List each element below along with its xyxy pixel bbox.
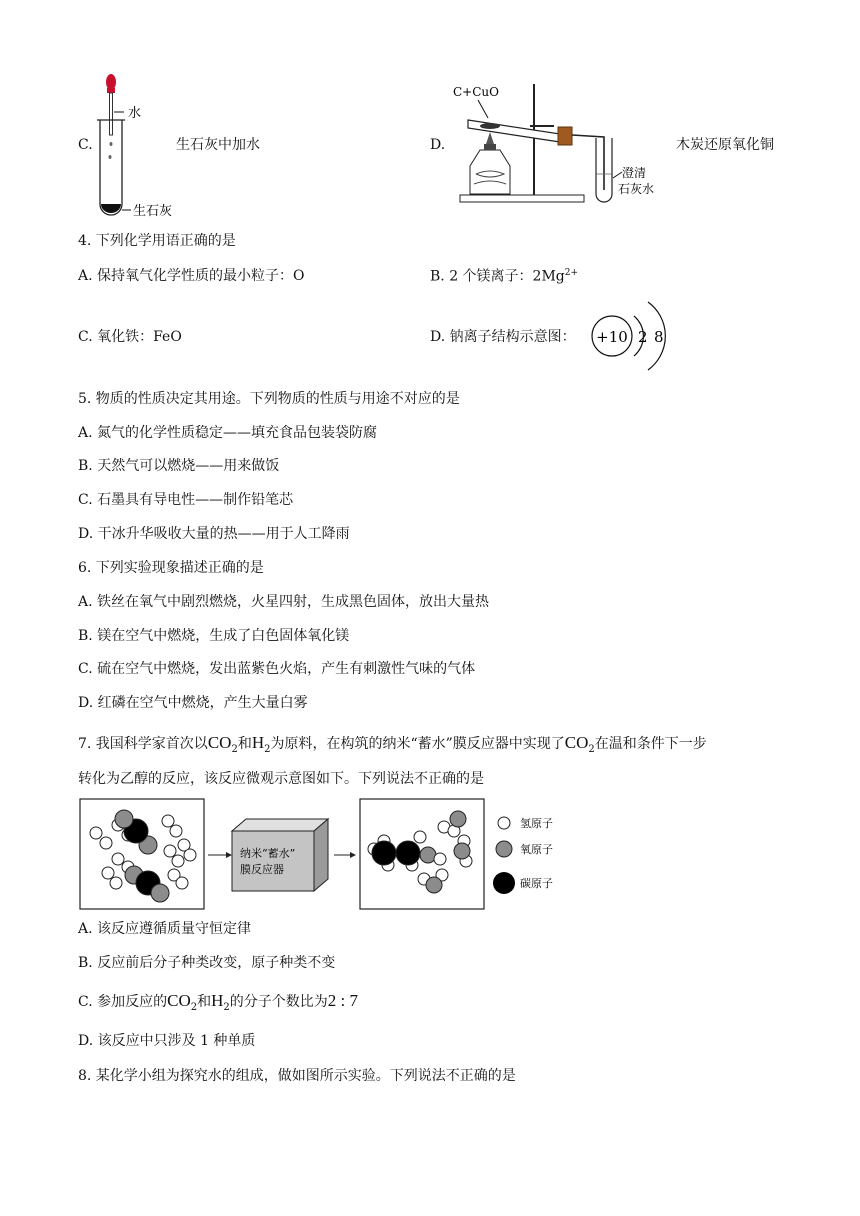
quicklime-label: 生石灰	[133, 204, 173, 219]
q5-option-d: D. 干冰升华吸收大量的热——用于人工降雨	[78, 526, 350, 542]
legend-carbon-icon	[493, 872, 515, 894]
limewater-label-1: 澄清	[622, 166, 647, 180]
reagent-label: C+CuO	[453, 85, 499, 99]
legend-carbon-label: 碳原子	[520, 877, 553, 890]
legend-hydrogen-icon	[498, 817, 510, 829]
q3-option-d-caption: 木炭还原氧化铜	[676, 137, 774, 153]
legend-hydrogen-label: 氢原子	[520, 817, 553, 830]
carbon-reduction-apparatus	[448, 74, 658, 208]
q6-option-a: A. 铁丝在氧气中剧烈燃烧，火星四射，生成黑色固体，放出大量热	[78, 594, 490, 610]
nucleus-charge: +10	[596, 328, 628, 346]
dropper-icon	[106, 74, 116, 135]
shell-2-count: 8	[654, 328, 664, 346]
q4-stem: 4. 下列化学用语正确的是	[78, 233, 236, 249]
q7-stem-line2: 转化为乙醇的反应，该反应微观示意图如下。下列说法不正确的是	[78, 771, 484, 787]
q5-option-b: B. 天然气可以燃烧——用来做饭	[78, 458, 280, 474]
shell-1-count: 2	[638, 328, 648, 346]
limewater-label-2: 石灰水	[618, 182, 655, 196]
q6-option-c: C. 硫在空气中燃烧，发出蓝紫色火焰，产生有刺激性气味的气体	[78, 661, 476, 677]
legend-oxygen-icon	[496, 841, 512, 857]
q5-stem: 5. 物质的性质决定其用途。下列物质的性质与用途不对应的是	[78, 391, 460, 407]
q4-option-c: C. 氧化铁：FeO	[78, 329, 182, 345]
q4-option-a: A. 保持氧气化学性质的最小粒子：O	[78, 268, 305, 284]
legend-oxygen-label: 氧原子	[520, 843, 553, 856]
q6-option-d: D. 红磷在空气中燃烧，产生大量白雾	[78, 695, 308, 711]
q3-option-d-letter: D.	[430, 137, 446, 153]
q3-option-c-caption: 生石灰中加水	[176, 137, 260, 153]
q7-option-b: B. 反应前后分子种类改变，原子种类不变	[78, 955, 336, 971]
q4-option-d: D. 钠离子结构示意图：	[430, 329, 576, 345]
q6-option-b: B. 镁在空气中燃烧，生成了白色固体氧化镁	[78, 628, 350, 644]
q8-stem: 8. 某化学小组为探究水的组成，做如图所示实验。下列说法不正确的是	[78, 1068, 516, 1084]
reactor-label-2: 膜反应器	[240, 863, 284, 876]
q7-option-c: C. 参加反应的$CO_2$和$H_2$的分子个数比为2 : 7	[78, 991, 359, 1013]
q3-option-c-letter: C.	[78, 137, 93, 153]
reactor-label-1: 纳米“蓄水”	[240, 847, 296, 860]
water-label: 水	[128, 106, 142, 121]
sodium-ion-diagram	[588, 298, 670, 374]
q7-option-a: A. 该反应遵循质量守恒定律	[78, 921, 252, 937]
delivery-tube-icon	[572, 135, 604, 190]
q5-option-c: C. 石墨具有导电性——制作铅笔芯	[78, 492, 294, 508]
q7-option-d: D. 该反应中只涉及 1 种单质	[78, 1033, 256, 1049]
q7-stem-line1: 7. 我国科学家首次以$CO_2$和$H_2$为原料，在构筑的纳米“蓄水”膜反应器中实现了$CO_2$在温和条件下一步	[78, 733, 707, 755]
q5-option-a: A. 氮气的化学性质稳定——填充食品包装袋防腐	[78, 425, 378, 441]
test-tube-figure	[90, 68, 185, 220]
q4-option-b: B. 2 个镁离子：$2Mg^{2+}$	[430, 268, 579, 285]
q6-stem: 6. 下列实验现象描述正确的是	[78, 560, 264, 576]
heated-tube-icon	[468, 120, 572, 145]
reaction-micro-diagram	[78, 797, 598, 913]
alcohol-lamp-icon	[470, 132, 510, 194]
